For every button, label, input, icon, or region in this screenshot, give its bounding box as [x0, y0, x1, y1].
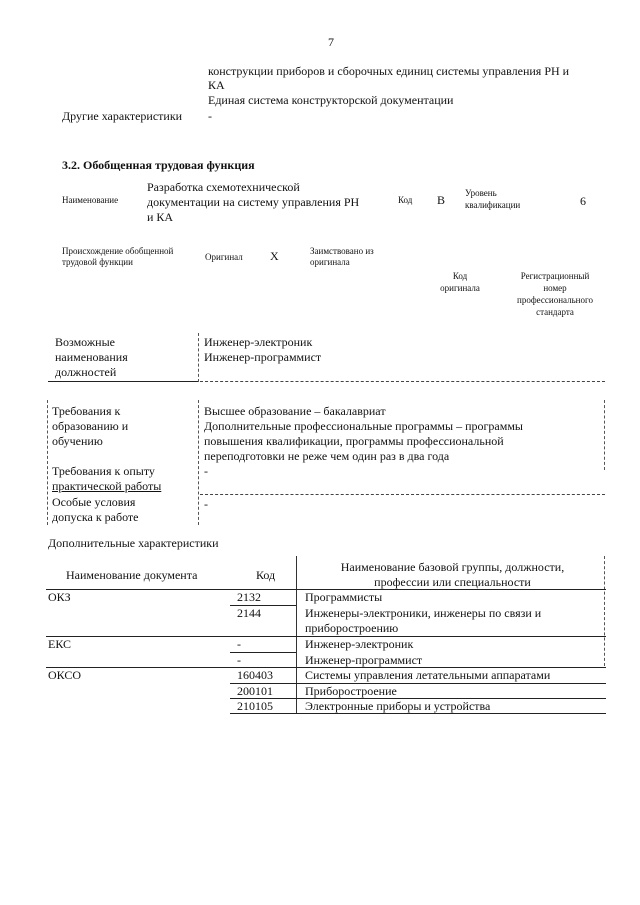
requirements-left-edge [47, 400, 48, 525]
origin-label-1: Происхождение обобщенной [62, 246, 174, 256]
conditions-label-line: Особые условия [52, 495, 136, 509]
row-0-name: Программисты [305, 590, 383, 604]
level-label-2: квалификации [465, 200, 521, 210]
row-3-code: - [237, 653, 241, 667]
conditions-label [52, 495, 139, 525]
row-6-code: 210105 [237, 699, 273, 713]
reg-number-4: стандарта [536, 307, 574, 317]
code-label: Код [398, 195, 413, 205]
top-line-1: конструкции приборов и сборочных единиц системы управления РН и [208, 64, 570, 78]
position-value: Инженер-программист [204, 350, 322, 364]
positions-bottom-rule-dashed [200, 381, 605, 382]
positions-divider [198, 333, 199, 382]
experience-label-line: Требования к опыту [52, 464, 155, 478]
table-right-edge [604, 556, 605, 666]
experience-label [52, 464, 161, 494]
row-1-name-2: приборостроению [305, 621, 399, 635]
education-label-line: образованию и [52, 419, 129, 433]
page-number: 7 [328, 35, 334, 49]
positions-label-line: должностей [55, 365, 117, 379]
education-value: Высшее образование – бакалавриат [204, 404, 386, 418]
borrowed-label-2: оригинала [310, 257, 350, 267]
positions-label-line: наименования [55, 350, 128, 364]
row-2-doc: ЕКС [48, 637, 72, 651]
col-header-name-2: профессии или специальности [374, 575, 531, 589]
code-original-2: оригинала [440, 283, 480, 293]
code-value: B [437, 193, 446, 207]
col-header-doc: Наименование документа [66, 568, 198, 582]
row-4-doc: ОКСО [48, 668, 82, 682]
row-5-code: 200101 [237, 684, 273, 698]
education-label-line: обучению [52, 434, 103, 448]
origin-label-2: трудовой функции [62, 257, 133, 267]
requirements-divider [198, 400, 199, 525]
row-5-name: Приборостроение [305, 684, 397, 698]
education-label [52, 404, 128, 449]
other-characteristics-label: Другие характеристики [62, 109, 183, 123]
conditions-values [204, 497, 208, 512]
function-name-3: и КА [147, 210, 174, 224]
experience-label-line: практической работы [52, 479, 162, 493]
education-value: повышения квалификации, программы профессиональной [204, 434, 504, 448]
other-characteristics-value: - [208, 109, 212, 123]
original-label: Оригинал [205, 252, 243, 262]
positions-label [55, 335, 128, 380]
borrowed-label-1: Заимствовано из [310, 246, 374, 256]
row-1-name-1: Инженеры-электроники, инженеры по связи и [305, 606, 542, 620]
function-name-1: Разработка схемотехнической [147, 180, 300, 194]
reg-number-1: Регистрационный [520, 271, 590, 281]
education-value: переподготовки не реже чем один раз в два года [204, 449, 450, 463]
row-2-code: - [237, 637, 241, 651]
level-label-1: Уровень [465, 188, 497, 198]
top-line-2: КА [208, 78, 225, 92]
positions-values [204, 335, 321, 365]
conditions-label-line: допуска к работе [52, 510, 139, 524]
experience-value: - [204, 464, 208, 478]
additional-title: Дополнительные характеристики [48, 536, 219, 550]
table-divider-name [296, 556, 297, 713]
function-name-2: документации на систему управления РН [147, 195, 360, 209]
row-rule [230, 713, 606, 714]
requirements-right-edge [604, 400, 605, 470]
position-value: Инженер-электроник [204, 335, 313, 349]
section-title: 3.2. Обобщенная трудовая функция [62, 158, 255, 172]
experience-bottom-rule [200, 494, 605, 495]
row-1-code: 2144 [237, 606, 261, 620]
top-line-3: Единая система конструкторской документации [208, 93, 454, 107]
col-header-name-1: Наименование базовой группы, должности, [340, 560, 565, 574]
row-6-name: Электронные приборы и устройства [305, 699, 491, 713]
row-0-doc: ОКЗ [48, 590, 71, 604]
reg-number-2: номер [543, 283, 567, 293]
col-header-code: Код [256, 568, 276, 582]
education-value: Дополнительные профессиональные программы – программы [204, 419, 523, 433]
original-mark: X [270, 249, 279, 263]
row-3-name: Инженер-программист [305, 653, 423, 667]
row-4-name: Системы управления летательными аппаратами [305, 668, 551, 682]
row-4-code: 160403 [237, 668, 273, 682]
name-label: Наименование [62, 195, 119, 205]
experience-values [204, 464, 208, 479]
conditions-value: - [204, 497, 208, 511]
row-2-name: Инженер-электроник [305, 637, 414, 651]
education-values [204, 404, 523, 464]
code-original-1: Код [452, 271, 468, 281]
education-label-line: Требования к [52, 404, 121, 418]
row-0-code: 2132 [237, 590, 261, 604]
row-rule [230, 683, 606, 684]
level-value: 6 [580, 194, 586, 208]
positions-label-line: Возможные [55, 335, 115, 349]
reg-number-3: профессионального [517, 295, 593, 305]
positions-bottom-rule [48, 381, 198, 382]
